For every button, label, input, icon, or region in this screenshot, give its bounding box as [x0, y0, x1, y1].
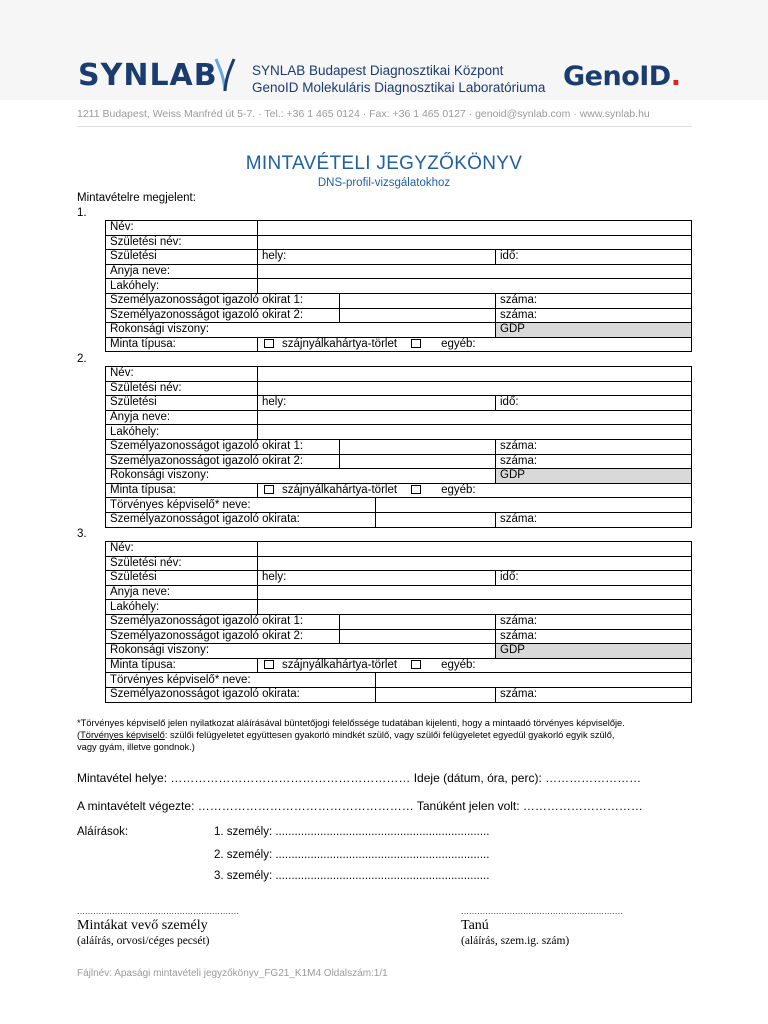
id-doc-2-number-field[interactable]: száma:: [496, 308, 692, 323]
sampling-place-time-line[interactable]: Mintavétel helye: …………………………………………………… Ideje (dátum, óra, perc): ……………………: [77, 771, 642, 785]
field-label: Lakóhely:: [106, 425, 258, 440]
birth-date-field[interactable]: idő:: [496, 571, 692, 586]
relationship-field[interactable]: Rokonsági viszony:: [106, 644, 496, 659]
center-names: SYNLAB Budapest Diagnosztikai Központ GenoID Molekuláris Diagnosztikai Laboratóriuma: [252, 63, 546, 95]
person-table-1: [105, 220, 692, 352]
field-label: Minta típusa:: [106, 337, 258, 352]
id-doc-2-field[interactable]: [340, 454, 496, 469]
field-label: Anyja neve:: [106, 410, 258, 425]
signature-person-2[interactable]: 2. személy: ...................................................................: [214, 849, 490, 861]
letterhead: [0, 0, 768, 100]
id-doc-1-field[interactable]: [340, 439, 496, 454]
sample-type-cell: szájnyálkahártya-törlet egyéb:: [258, 483, 692, 498]
field-label: Születési: [106, 250, 258, 265]
signature-line-witness[interactable]: ............................................................: [461, 906, 624, 916]
field-label: Minta típusa:: [106, 483, 258, 498]
name-field[interactable]: [258, 221, 692, 236]
legal-rep-id-number-field[interactable]: száma:: [496, 512, 692, 527]
section-number: 2.: [77, 353, 87, 365]
birth-name-field[interactable]: [258, 381, 692, 396]
id-doc-1-number-field[interactable]: száma:: [496, 439, 692, 454]
id-doc-2-number-field[interactable]: száma:: [496, 629, 692, 644]
birth-place-field[interactable]: hely:: [258, 571, 496, 586]
field-label: Név:: [106, 221, 258, 236]
field-label: Törvényes képviselő* neve:: [106, 498, 376, 513]
file-name-footer: Fájlnév: Apasági mintavételi jegyzőkönyv_FG21_K1M4 Oldalszám:1/1: [77, 968, 388, 979]
field-label: Személyazonosságot igazoló okirat 2:: [106, 454, 340, 469]
id-doc-1-field[interactable]: [340, 293, 496, 308]
address-field[interactable]: [258, 425, 692, 440]
other-checkbox[interactable]: [411, 485, 421, 494]
sampler-caption: Mintákat vevő személy: [77, 918, 208, 933]
field-label: Lakóhely:: [106, 600, 258, 615]
sampler-subcaption: (aláírás, orvosi/céges pecsét): [77, 935, 210, 947]
field-label: Születési név:: [106, 235, 258, 250]
synlab-wave-icon: [210, 55, 240, 95]
intro-label: Mintavételre megjelent:: [77, 192, 196, 204]
field-label: Személyazonosságot igazoló okirata:: [106, 512, 376, 527]
name-field[interactable]: [258, 367, 692, 382]
id-doc-2-field[interactable]: [340, 629, 496, 644]
legal-footnote: *Törvényes képviselő jelen nyilatkozat aláírásával büntetőjogi felelőssége tudatában kijelenti, hogy a mintaadó törvényes képviselője. (Törvényes képviselő: szülői felügyeletet együttesen gyakorló mindkét szülő, vagy szülői felügyeletet egyedül gyakorló egyik szülő, vagy gyám, illetve gondnok.): [77, 718, 625, 752]
person-table-3: [105, 541, 692, 703]
address-field[interactable]: [258, 279, 692, 294]
signature-person-1[interactable]: 1. személy: ...................................................................: [214, 826, 490, 838]
swab-checkbox[interactable]: [264, 660, 274, 669]
birth-date-field[interactable]: idő:: [496, 250, 692, 265]
address-field[interactable]: [258, 600, 692, 615]
field-label: Születési: [106, 396, 258, 411]
mother-name-field[interactable]: [258, 264, 692, 279]
signature-line-sampler[interactable]: ............................................................: [77, 906, 240, 916]
person-table-2: [105, 366, 692, 528]
witness-caption: Tanú: [461, 918, 489, 933]
section-number: 1.: [77, 207, 87, 219]
birth-place-field[interactable]: hely:: [258, 250, 496, 265]
field-label: Személyazonosságot igazoló okirat 2:: [106, 308, 340, 323]
witness-subcaption: (aláírás, szem.ig. szám): [461, 935, 570, 947]
relationship-field[interactable]: Rokonsági viszony:: [106, 469, 496, 484]
gdp-cell: GDP: [496, 469, 692, 484]
birth-date-field[interactable]: idő:: [496, 396, 692, 411]
field-label: Név:: [106, 367, 258, 382]
relationship-field[interactable]: Rokonsági viszony:: [106, 323, 496, 338]
birth-name-field[interactable]: [258, 556, 692, 571]
legal-rep-name-field[interactable]: [376, 498, 692, 513]
id-doc-2-field[interactable]: [340, 308, 496, 323]
legal-rep-id-field[interactable]: [376, 687, 496, 702]
birth-name-field[interactable]: [258, 235, 692, 250]
signature-person-3[interactable]: 3. személy: ...................................................................: [214, 870, 490, 882]
name-field[interactable]: [258, 542, 692, 557]
id-doc-1-number-field[interactable]: száma:: [496, 293, 692, 308]
field-label: Személyazonosságot igazoló okirat 1:: [106, 439, 340, 454]
field-label: Törvényes képviselő* neve:: [106, 673, 376, 688]
gdp-cell: GDP: [496, 644, 692, 659]
swab-checkbox[interactable]: [264, 485, 274, 494]
section-number: 3.: [77, 528, 87, 540]
mother-name-field[interactable]: [258, 585, 692, 600]
field-label: Személyazonosságot igazoló okirat 2:: [106, 629, 340, 644]
field-label: Születési név:: [106, 556, 258, 571]
address-line: 1211 Budapest, Weiss Manfréd út 5-7. · Tel.: +36 1 465 0124 · Fax: +36 1 465 0127 · genoid@synlab.com · www.synlab.hu: [77, 108, 650, 120]
legal-rep-id-number-field[interactable]: száma:: [496, 687, 692, 702]
mother-name-field[interactable]: [258, 410, 692, 425]
swab-checkbox[interactable]: [264, 339, 274, 348]
field-label: Születési: [106, 571, 258, 586]
divider: [77, 126, 692, 127]
other-checkbox[interactable]: [411, 339, 421, 348]
id-doc-1-number-field[interactable]: száma:: [496, 614, 692, 629]
field-label: Személyazonosságot igazoló okirata:: [106, 687, 376, 702]
field-label: Személyazonosságot igazoló okirat 1:: [106, 614, 340, 629]
page-title: MINTAVÉTELI JEGYZŐKÖNYV: [245, 153, 523, 174]
id-doc-2-number-field[interactable]: száma:: [496, 454, 692, 469]
id-doc-1-field[interactable]: [340, 614, 496, 629]
gdp-cell: GDP: [496, 323, 692, 338]
field-label: Személyazonosságot igazoló okirat 1:: [106, 293, 340, 308]
legal-rep-name-field[interactable]: [376, 673, 692, 688]
sample-type-cell: szájnyálkahártya-törlet egyéb:: [258, 658, 692, 673]
birth-place-field[interactable]: hely:: [258, 396, 496, 411]
field-label: Anyja neve:: [106, 264, 258, 279]
legal-rep-id-field[interactable]: [376, 512, 496, 527]
other-checkbox[interactable]: [411, 660, 421, 669]
field-label: Lakóhely:: [106, 279, 258, 294]
field-label: Születési név:: [106, 381, 258, 396]
sampler-witness-line[interactable]: A mintavételt végezte: ……………………………………………… Tanúként jelen volt: …………………………: [77, 799, 643, 813]
synlab-logo: SYNLAB: [78, 58, 218, 93]
genoid-logo: GenoID.: [563, 61, 681, 92]
field-label: Anyja neve:: [106, 585, 258, 600]
field-label: Minta típusa:: [106, 658, 258, 673]
signatures-label: Aláírások:: [77, 826, 129, 838]
page-subtitle: DNS-profil-vizsgálatokhoz: [317, 177, 451, 189]
field-label: Név:: [106, 542, 258, 557]
sample-type-cell: szájnyálkahártya-törlet egyéb:: [258, 337, 692, 352]
